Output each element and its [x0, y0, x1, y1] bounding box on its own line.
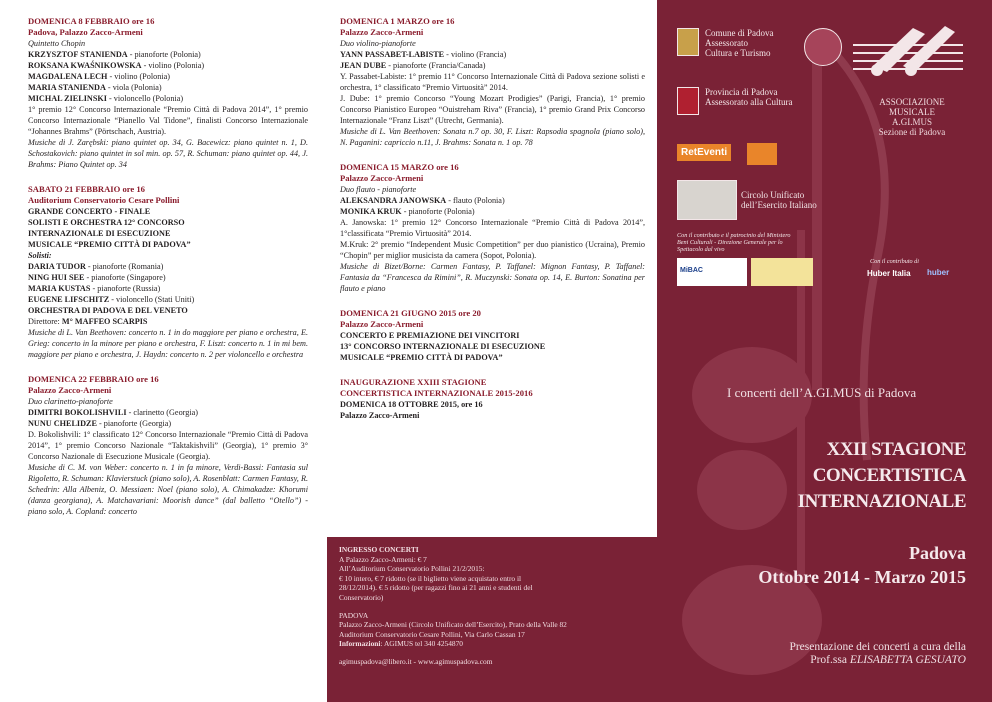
event-title-line: CONCERTO E PREMIAZIONE DEI VINCITORI: [340, 331, 520, 340]
provincia-logo: [677, 87, 792, 115]
event-bio: M.Kruk: 2° premio “Independent Music Competition” per duo pianistico (Ucraina), Premio “Chopin” per miglior musicista da camera (Sopot, Polonia).: [340, 240, 645, 260]
huber-italia-logo: Huber Italia: [867, 269, 911, 278]
event-program: Musiche di L. Van Beethoven: concerto n. 1 in do maggiore per piano e orchestra, E. Grieg: concerto in la minore per piano e orchestra, F. Liszt: concerto n. 1 in mi bem. maggiore per piano e orchestra, J. Haydn: concerto n. 2 per violoncello e orchestra: [28, 328, 308, 359]
event-bio: A. Janowska: 1° premio 12° Concorso Internazionale “Premio Città di Padova 2014”, 1°classificata “Premio Virtuosità” 2014.: [340, 218, 645, 238]
event-22-febbraio: [28, 374, 308, 517]
ensemble-name: Duo violino-pianoforte: [340, 39, 416, 48]
comune-crest-icon: [677, 28, 699, 56]
program-column-1: [28, 16, 308, 531]
orchestra-name: ORCHESTRA DI PADOVA E DEL VENETO: [28, 306, 188, 315]
performer: YANN PASSABET-LABISTE - violino (Francia): [340, 50, 507, 59]
event-15-marzo: [340, 162, 645, 294]
event-date: DOMENICA 18 OTTOBRE 2015, ore 16: [340, 400, 483, 409]
event-bio: D. Bokolishvili: 1° classificato 12° Concorso Internazionale “Premio Città di Padova 2014”, 1° premio Concorso Nazionale “Taktakishvili” (Georgia), 1° premio 3° Concorso Nazionale di Esecuzione Musicale (Georgia).: [28, 430, 308, 461]
info-line: 28/12/2014). € 5 ridotto (per ragazzi fino ai 21 anni e studenti del: [339, 583, 533, 593]
provincia-line: Provincia di Padova: [705, 87, 778, 97]
provincia-line: Assessorato alla Cultura: [705, 97, 793, 107]
performer: MICHAL ZIELINSKI - violoncello (Polonia): [28, 94, 184, 103]
reteventi-logo: RetEventi: [677, 144, 731, 161]
performer: MARIA STANIENDA - viola (Polonia): [28, 83, 162, 92]
event-title-line: MUSICALE “PREMIO CITTÀ DI PADOVA”: [340, 353, 503, 362]
event-inaugurazione: [340, 377, 645, 421]
info-line: Conservatorio): [339, 592, 384, 602]
event-bio: Y. Passabet-Labiste: 1° premio 11° Concorso Internazionale Città di Padova sezione solisti e orchestra, 1° classificato “Premio Virtuosità” 2014.: [340, 72, 645, 92]
event-venue: Auditorium Conservatorio Cesare Pollini: [28, 195, 180, 205]
ministero-logo: [677, 258, 747, 286]
performer: ROKSANA KWAŚNIKOWSKA - violino (Polonia): [28, 61, 205, 70]
event-1-marzo: [340, 16, 645, 148]
concert-badge-icon: [804, 28, 842, 66]
event-venue: Palazzo Zacco-Armeni: [340, 411, 420, 420]
performer: MARIA KUSTAS - pianoforte (Russia): [28, 284, 161, 293]
event-21-giugno: [340, 308, 645, 363]
mibac-label: MiBAC: [680, 267, 703, 274]
cover-panel: [657, 0, 992, 702]
comune-line: Assessorato: [705, 38, 748, 48]
agimus-name: ASSOCIAZIONE MUSICALE A.GI.MUS Sezione di Padova: [878, 97, 946, 137]
event-8-febbraio: [28, 16, 308, 170]
ensemble-name: Quintetto Chopin: [28, 39, 86, 48]
cover-city: Padova: [908, 543, 966, 563]
event-date: DOMENICA 22 FEBBRAIO ore 16: [28, 374, 159, 384]
event-venue: Palazzo Zacco-Armeni: [340, 173, 424, 183]
info-contact-phone: Informazioni: AGIMUS tel 340 4254870: [339, 639, 463, 649]
performer: ALEKSANDRA JANOWSKA - flauto (Polonia): [340, 196, 505, 205]
info-line: All’Auditorium Conservatorio Pollini 21/2/2015:: [339, 564, 485, 574]
event-title-line: INTERNAZIONALE DI ESECUZIONE: [28, 229, 171, 238]
event-title-line: 13° CONCORSO INTERNAZIONALE DI ESECUZIONE: [340, 342, 546, 351]
event-title-line: SOLISTI E ORCHESTRA 12° CONCORSO: [28, 218, 185, 227]
event-date: DOMENICA 8 FEBBRAIO ore 16: [28, 16, 155, 26]
contributo-label: Con il contributo di: [870, 258, 919, 265]
performer: MONIKA KRUK - pianoforte (Polonia): [340, 207, 475, 216]
event-program: Musiche di J. Zarębski: piano quintet op. 34, G. Bacewicz: piano quintet n. 1, D. Schostakovich: piano quintet in sol min. op. 57, R. Schuman: piano quintet op. 44, J. Brahms: Piano Quintet op. 34: [28, 138, 308, 169]
performer: MAGDALENA LECH - violino (Polonia): [28, 72, 170, 81]
ensemble-name: Duo clarinetto-pianoforte: [28, 397, 113, 406]
program-column-2: [340, 16, 645, 435]
event-bio: J. Dube: 1° premio Concorso “Young Mozart Prodigies” (Parigi, Francia), 1° premio Concorso Pianistico Europeo “Ouistreham Riva” (Francia), 1° premio Grand Prix Concorso Internazionale “Franz Liszt” (Utrecht, Germania).: [340, 94, 645, 125]
event-date: SABATO 21 FEBBRAIO ore 16: [28, 184, 145, 194]
performer: JEAN DUBE - pianoforte (Francia/Canada): [340, 61, 486, 70]
place-title: PADOVA: [339, 610, 369, 620]
event-program: Musiche di Bizet/Borne: Carmen Fantasy, P. Taffanel: Mignon Fantasy, P. Taffanel: Fantasia da “Francesca da Rimini”, R. Muczynski: Sonata op. 14, E. Burton: Sonatina per flauto e piano: [340, 262, 645, 293]
agimus-logo-icon: [853, 22, 963, 92]
event-date: DOMENICA 21 GIUGNO 2015 ore 20: [340, 308, 481, 318]
event-title-line: GRANDE CONCERTO - FINALE: [28, 207, 151, 216]
circolo-text: Circolo Unificato dell’Esercito Italiano: [741, 190, 817, 210]
patrocinio-text: Con il contributo e il patrocinio del Ministero Beni Culturali - Direzione Generale per lo Spettacolo dal vivo: [677, 232, 791, 254]
comune-line: Cultura e Turismo: [705, 48, 771, 58]
performer: KRZYSZTOF STANIENDA - pianoforte (Polonia): [28, 50, 201, 59]
cover-season: Ottobre 2014 - Marzo 2015: [758, 567, 966, 587]
event-header: CONCERTISTICA INTERNAZIONALE 2015-2016: [340, 388, 533, 398]
event-date: DOMENICA 1 MARZO ore 16: [340, 16, 455, 26]
info-line: € 10 intero, € 7 ridotto (se il biglietto viene acquistato entro il: [339, 573, 522, 583]
event-venue: Padova, Palazzo Zacco-Armeni: [28, 27, 143, 37]
circolo-photo: [677, 180, 737, 220]
event-header: INAUGURAZIONE XXIII STAGIONE: [340, 377, 487, 387]
performer: NUNU CHELIDZE - pianoforte (Georgia): [28, 419, 172, 428]
event-program: Musiche di L. Van Beethoven: Sonata n.7 op. 30, F. Liszt: Rapsodia spagnola (piano solo), N. Paganini: capriccio n.11, J. Brahms: Sonata n. 1 op. 78: [340, 127, 645, 147]
comune-logo: [677, 28, 774, 58]
event-venue: Palazzo Zacco-Armeni: [340, 319, 424, 329]
event-21-febbraio: [28, 184, 308, 360]
performer: NING HUI SEE - pianoforte (Singapore): [28, 273, 166, 282]
cover-title: XXII STAGIONE CONCERTISTICA INTERNAZIONALE: [797, 439, 966, 512]
reteventi-badge-icon: [747, 143, 777, 165]
comune-line: Comune di Padova: [705, 28, 774, 38]
performer: DARIA TUDOR - pianoforte (Romania): [28, 262, 164, 271]
performer: DIMITRI BOKOLISHVILI - clarinetto (Georgia): [28, 408, 198, 417]
event-date: DOMENICA 15 MARZO ore 16: [340, 162, 459, 172]
soloists-label: Solisti:: [28, 251, 52, 260]
event-program: Musiche di C. M. von Weber: concerto n. 1 in fa minore, Verdi-Bassi: Fantasia sul Rigoletto, R. Schuman: Klavierstuck (piano solo), A. Rosenblatt: Carmen Fantasy, R. Schedrin: Alla Albeniz, O. Messiaen: Noel (piano solo), A. Chimakadze: Khorumi (danza georgiana), A. Matchavariani: Moorish dance” (dal balletto “Otello”) - piano solo, A. Copland: concerto: [28, 463, 308, 516]
conductor: Direttore: M° MAFFEO SCARPIS: [28, 317, 148, 326]
provincia-crest-icon: [677, 87, 699, 115]
info-title: INGRESSO CONCERTI: [339, 545, 419, 554]
cover-subtitle: I concerti dell’A.GI.MUS di Padova: [727, 385, 917, 400]
place-line: Palazzo Zacco-Armeni (Circolo Unificato dell’Esercito), Prato della Valle 82: [339, 620, 567, 630]
info-line: A Palazzo Zacco-Armeni: € 7: [339, 554, 427, 564]
event-venue: Palazzo Zacco-Armeni: [28, 385, 112, 395]
event-title-line: MUSICALE “PREMIO CITTÀ DI PADOVA”: [28, 240, 191, 249]
cover-presentation: Presentazione dei concerti a cura della Prof.ssa ELISABETTA GESUATO: [789, 641, 966, 666]
huber-group-logo: huber: [927, 268, 950, 277]
performer: EUGENE LIFSCHITZ - violoncello (Stati Uniti): [28, 295, 195, 304]
direzione-logo-icon: [751, 258, 813, 286]
info-contact-web[interactable]: agimuspadova@libero.it - www.agimuspadova.com: [339, 656, 493, 666]
event-bio: 1° premio 12° Concorso Internazionale “Premio Città di Padova 2014”, 1° premio Concorso Internazionale “Pianello Val Tidone”, finalisti Concorso Internazionale “Johannes Brahms” (Pörtschach, Austria).: [28, 105, 308, 136]
ensemble-name: Duo flauto - pianoforte: [340, 185, 417, 194]
ticket-info-box: [327, 537, 657, 702]
event-venue: Palazzo Zacco-Armeni: [340, 27, 424, 37]
place-line: Auditorium Conservatorio Cesare Pollini, Via Carlo Cassan 17: [339, 629, 525, 639]
